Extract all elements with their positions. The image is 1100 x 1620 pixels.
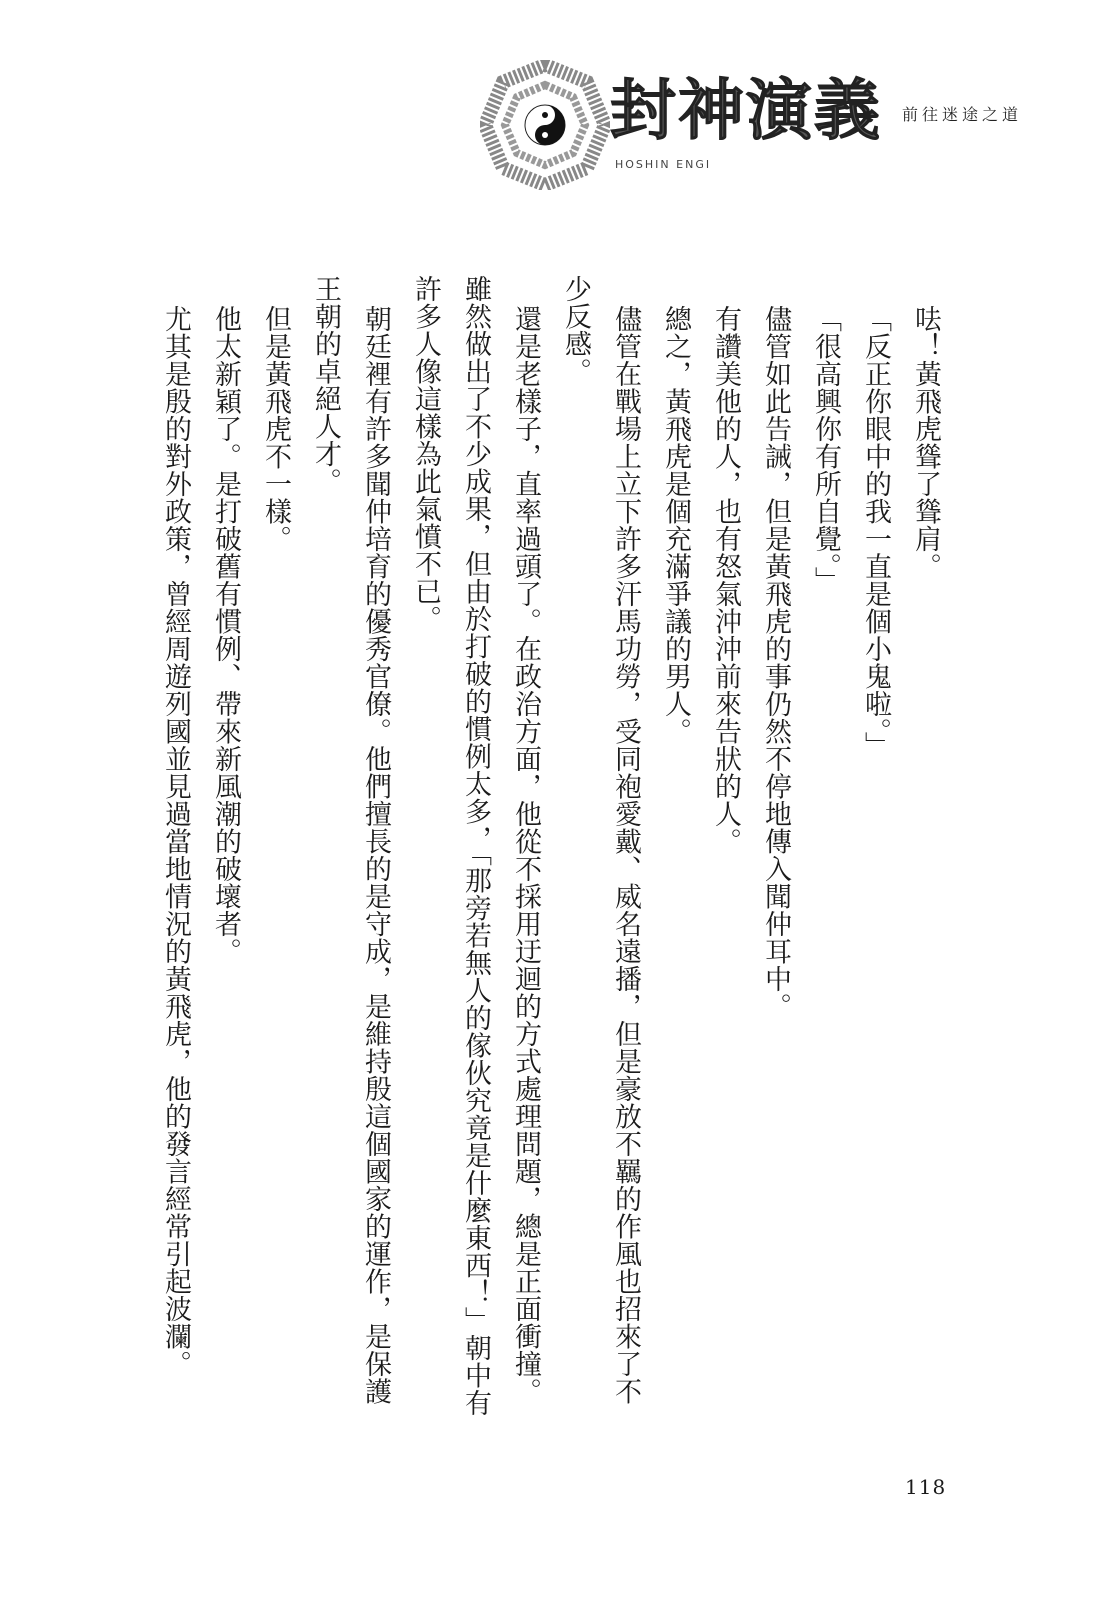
page-number: 118 bbox=[905, 1475, 947, 1499]
paragraph: 尤其是殷的對外政策，曾經周遊列國並見過當地情況的黃飛虎，他的發言經常引起波瀾。 bbox=[160, 304, 191, 1378]
bagua-yinyang-logo-icon bbox=[480, 60, 610, 190]
paragraph: 「反正你眼中的我一直是個小鬼啦。」 bbox=[860, 304, 891, 759]
paragraph: 還是老樣子，直率過頭了。在政治方面，他從不採用迂迴的方式處理問題，總是正面衝撞。雖然做出了不少成果，但由於打破的慣例太多，「那旁若無人的傢伙究竟是什麼東西！」朝中有許多人像這樣為此氣憤不已。 bbox=[410, 275, 541, 1417]
paragraph: 儘管在戰場上立下許多汗馬功勞，受同袍愛戴、威名遠播，但是豪放不羈的作風也招來了不少反感。 bbox=[560, 275, 641, 1405]
body-text bbox=[150, 275, 950, 1425]
paragraph: 但是黃飛虎不一樣。 bbox=[260, 304, 291, 553]
paragraph: 有讚美他的人，也有怒氣沖沖前來告狀的人。 bbox=[710, 304, 741, 855]
paragraph: 「很高興你有所自覺。」 bbox=[810, 304, 841, 594]
paragraph: 總之，黃飛虎是個充滿爭議的男人。 bbox=[660, 304, 691, 745]
paragraph: 他太新穎了。是打破舊有慣例、帶來新風潮的破壞者。 bbox=[210, 304, 241, 965]
paragraph: 朝廷裡有許多聞仲培育的優秀官僚。他們擅長的是守成，是維持殷這個國家的運作，是保護王朝的卓絕人才。 bbox=[310, 275, 391, 1405]
book-header bbox=[470, 55, 1060, 195]
paragraph: 儘管如此告誡，但是黃飛虎的事仍然不停地傳入聞仲耳中。 bbox=[760, 304, 791, 1020]
book-title-romaji: HOSHIN ENGI bbox=[615, 158, 712, 171]
book-title: 封神演義 bbox=[610, 71, 882, 149]
book-subtitle: 前往迷途之道 bbox=[902, 105, 1023, 124]
paragraph: 呿！黃飛虎聳了聳肩。 bbox=[910, 304, 941, 580]
